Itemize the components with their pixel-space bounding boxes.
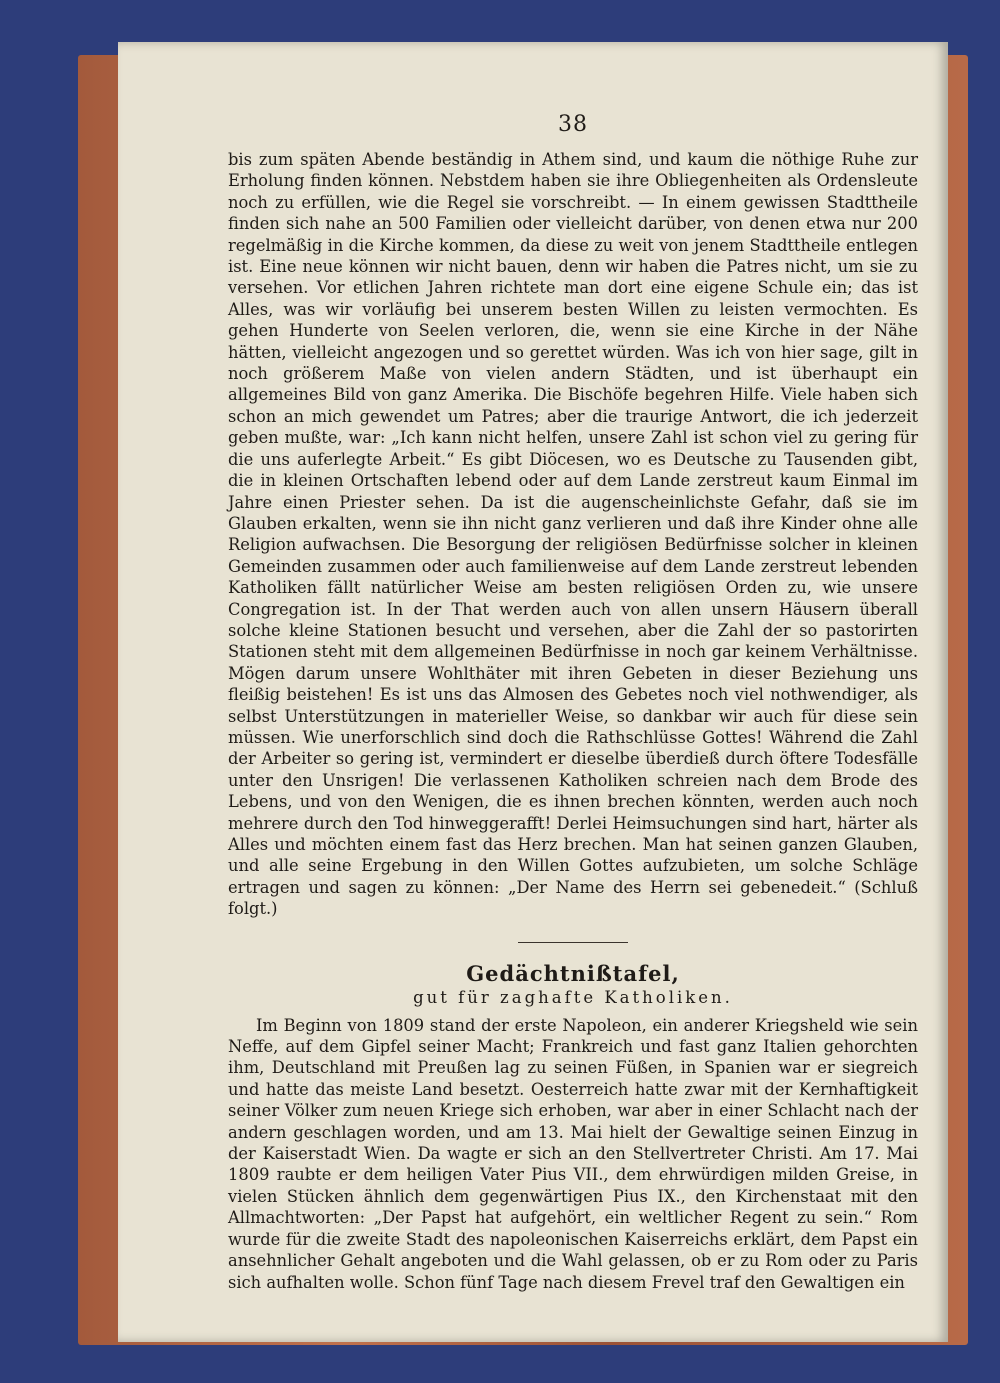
section-body: [228, 1015, 918, 1293]
section-subtitle: gut für zaghafte Katholiken.: [413, 987, 733, 1007]
page-number: 38: [558, 112, 588, 137]
body-text: [228, 149, 918, 920]
paragraph: Im Beginn von 1809 stand der erste Napoleon, ein anderer Kriegsheld wie sein Neffe, auf dem Gipfel seiner Macht; Frankreich und fast ganz Italien gehorchten ihm, Deutschland mit Preußen lag zu seinen Füßen, in Spanien war er siegreich und hatte das meiste Land besetzt. Oesterreich hatte zwar mit der Kernhaftigkeit seiner Völker zum neuen Kriege sich erhoben, war aber in einer Schlacht nach der andern geschlagen worden, und am 13. Mai hielt der Gewaltige seinen Einzug in der Kaiserstadt Wien. Da wagte er sich an den Stellvertreter Christi. Am 17. Mai 1809 raubte er dem heiligen Vater Pius VII., dem ehrwürdigen milden Greise, in vielen Stücken ähnlich dem gegenwärtigen Pius IX., den Kirchenstaat mit den Allmachtworten: „Der Papst hat aufgehört, ein weltlicher Regent zu sein.“ Rom wurde für die zweite Stadt des napoleonischen Kaiserreichs erklärt, dem Papst ein ansehnlicher Gehalt angeboten und die Wahl gelassen, ob er zu Rom oder zu Paris sich aufhalten wolle. Schon fünf Tage nach diesem Frevel traf den Gewaltigen ein: [228, 1015, 918, 1292]
page-content: [228, 112, 918, 1312]
section-divider: [518, 942, 628, 943]
book-page: [118, 42, 948, 1342]
section-title: Gedächtnißtafel,: [466, 960, 680, 986]
paragraph: bis zum späten Abende beständig in Athem sind, und kaum die nöthige Ruhe zur Erholung finden können. Nebstdem haben sie ihre Obliegenheiten als Ordensleute noch zu erfüllen, wie die Regel sie vorschreibt. — In einem gewissen Stadttheile finden sich nahe an 500 Familien oder vielleicht darüber, von denen etwa nur 200 regelmäßig in die Kirche kommen, da diese zu weit von jenem Stadttheile entlegen ist. Eine neue können wir nicht bauen, denn wir haben die Patres nicht, um sie zu versehen. Vor etlichen Jahren richtete man dort eine eigene Schule ein; das ist Alles, was wir vorläufig bei unserem besten Willen zu leisten vermochten. Es gehen Hunderte von Seelen verloren, die, wenn sie eine Kirche in der Nähe hätten, vielleicht angezogen und so gerettet würden. Was ich von hier sage, gilt in noch größerem Maße von vielen andern Städten, und ist überhaupt ein allgemeines Bild von ganz Amerika. Die Bischöfe begehren Hilfe. Viele haben sich schon an mich gewendet um Patres; aber die traurige Antwort, die ich jederzeit geben mußte, war: „Ich kann nicht helfen, unsere Zahl ist schon viel zu gering für die uns auferlegte Arbeit.“ Es gibt Diöcesen, wo es Deutsche zu Tausenden gibt, die in kleinen Ortschaften lebend oder auf dem Lande zerstreut kaum Einmal im Jahre einen Priester sehen. Da ist die augenscheinlichste Gefahr, daß sie im Glauben erkalten, wenn sie ihn nicht ganz verlieren und daß ihre Kinder ohne alle Religion aufwachsen. Die Besorgung der religiösen Bedürfnisse solcher in kleinen Gemeinden zusammen oder auch familienweise auf dem Lande zerstreut lebenden Katholiken fällt natürlicher Weise am besten religiösen Orden zu, wie unsere Congregation ist. In der That werden auch von allen unsern Häusern überall solche kleine Stationen besucht und versehen, aber die Zahl der so pastorirten Stationen steht mit dem allgemeinen Bedürfnisse in noch gar keinem Verhältnisse. Mögen darum unsere Wohlthäter mit ihren Gebeten in dieser Beziehung uns fleißig beistehen! Es ist uns das Almosen des Gebetes noch viel nothwendiger, als selbst Unterstützungen in materieller Weise, so dankbar wir auch für diese sein müssen. Wie unerforschlich sind doch die Rathschlüsse Gottes! Während die Zahl der Arbeiter so gering ist, vermindert er dieselbe überdieß durch öftere Todesfälle unter den Unsrigen! Die verlassenen Katholiken schreien nach dem Brode des Lebens, und von den Wenigen, die es ihnen brechen könnten, werden auch noch mehrere durch den Tod hinweggerafft! Derlei Heimsuchungen sind hart, härter als Alles und möchten einem fast das Herz brechen. Man hat seinen ganzen Glauben, und alle seine Ergebung in den Willen Gottes aufzubieten, um solche Schläge ertragen und sagen zu können: „Der Name des Herrn sei gebenedeit.“ (Schluß folgt.): [228, 150, 918, 919]
